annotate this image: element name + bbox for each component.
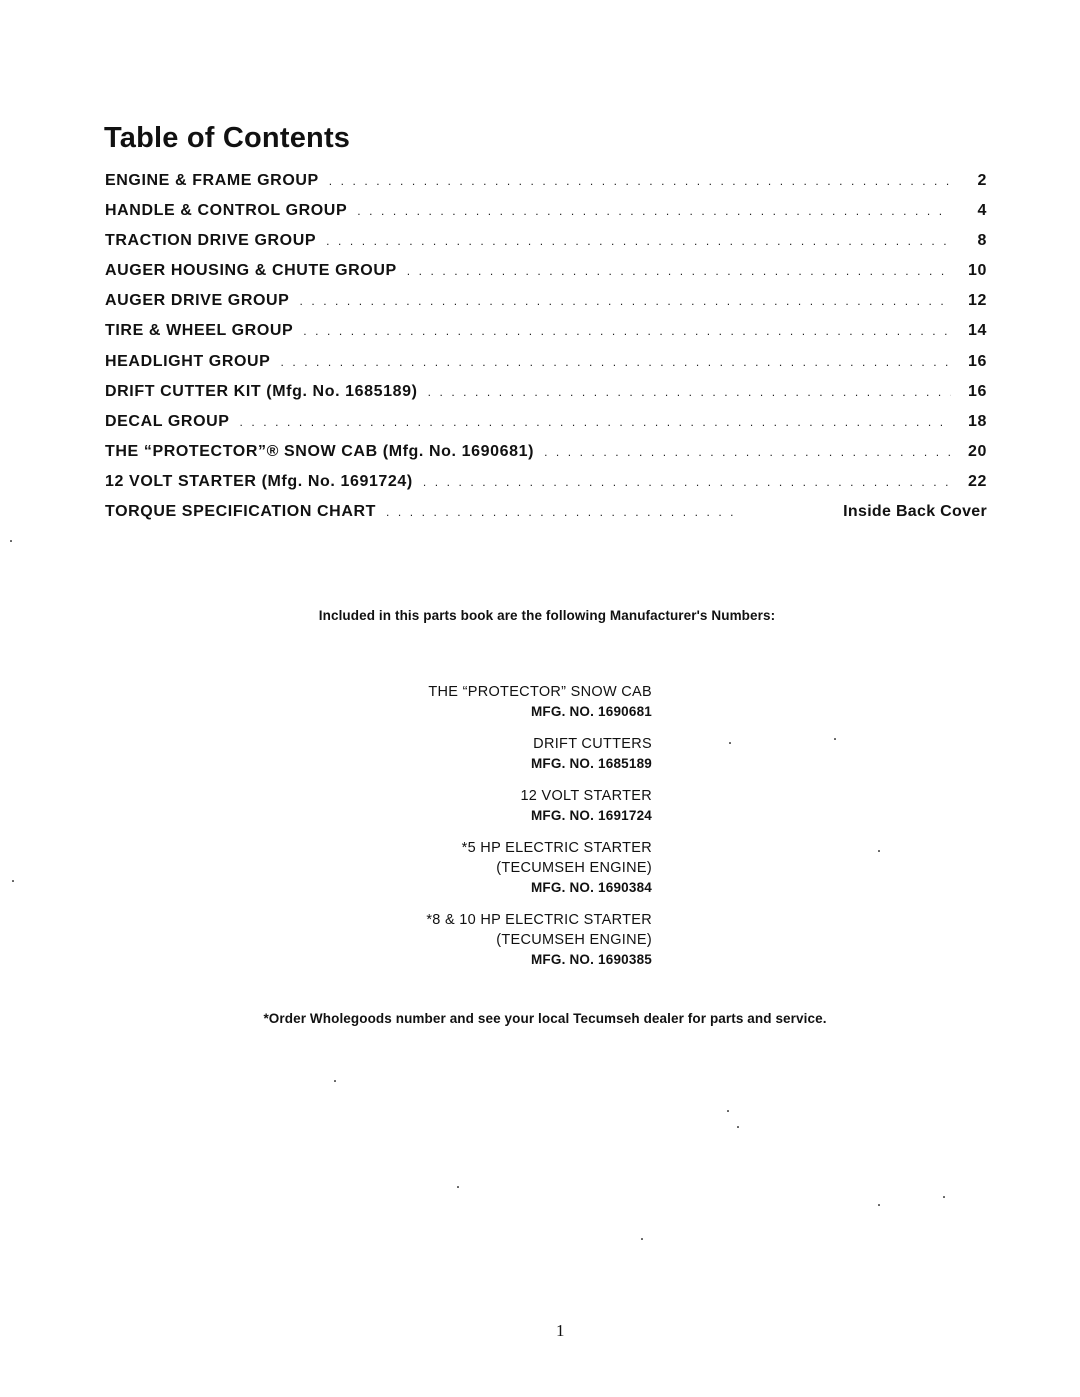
- mfg-number: MFG. NO. 1690681: [530, 704, 652, 719]
- dot-leader: [386, 505, 741, 519]
- mfg-description: THE “PROTECTOR” SNOW CAB: [428, 684, 652, 700]
- scan-speck: [334, 1080, 336, 1082]
- scan-speck: [834, 738, 836, 740]
- toc-entry-page: 4: [977, 202, 987, 220]
- dot-leader: [280, 355, 951, 369]
- toc-entry-page: 18: [968, 412, 987, 430]
- toc-entry-page: Inside Back Cover: [843, 503, 987, 521]
- scan-speck: [943, 1196, 945, 1198]
- toc-entry-page: 2: [977, 172, 987, 189]
- dot-leader: [329, 174, 951, 188]
- dot-leader: [240, 415, 951, 429]
- page-title: Table of Contents: [104, 122, 351, 154]
- toc-entry-title: AUGER DRIVE GROUP: [105, 292, 290, 310]
- toc-entry-title: ENGINE & FRAME GROUP: [105, 172, 319, 189]
- dot-leader: [357, 204, 951, 218]
- scan-speck: [878, 1204, 880, 1206]
- mfg-block-12-volt-starter: [300, 786, 652, 826]
- scan-speck: [878, 850, 880, 852]
- toc-entry-page: 16: [968, 382, 987, 400]
- toc-entry-title: TRACTION DRIVE GROUP: [105, 232, 317, 250]
- scan-speck: [10, 540, 12, 542]
- toc-entry-title: THE “PROTECTOR”® SNOW CAB (Mfg. No. 1690681): [105, 442, 535, 460]
- scan-speck: [12, 880, 14, 882]
- toc-entry-page: 8: [977, 232, 987, 250]
- mfg-description: (TECUMSEH ENGINE): [496, 932, 652, 948]
- dot-leader: [423, 475, 951, 489]
- mfg-block-protector-snow-cab: [300, 682, 652, 722]
- mfg-block-5hp-electric-starter: [300, 838, 652, 898]
- mfg-description: DRIFT CUTTERS: [533, 736, 652, 752]
- toc-entry-decal-group: [105, 413, 987, 443]
- scan-speck: [641, 1238, 643, 1240]
- toc-entry-protector-snow-cab: [105, 443, 987, 473]
- toc-entry-title: HANDLE & CONTROL GROUP: [105, 202, 348, 220]
- toc-entry-title: DRIFT CUTTER KIT (Mfg. No. 1685189): [105, 382, 418, 400]
- toc-entry-title: TORQUE SPECIFICATION CHART: [105, 503, 377, 521]
- mfg-number: MFG. NO. 1685189: [530, 756, 652, 771]
- toc-entry-title: AUGER HOUSING & CHUTE GROUP: [105, 262, 397, 280]
- dot-leader: [303, 324, 951, 338]
- toc-entry-headlight-group: [105, 353, 987, 383]
- dot-leader: [407, 264, 951, 278]
- mfg-block-8-10hp-electric-starter: [300, 910, 652, 970]
- toc-entry-drift-cutter-kit: [105, 383, 987, 413]
- toc-entry-12-volt-starter: [105, 473, 987, 503]
- included-note: Included in this parts book are the following Manufacturer's Numbers:: [318, 608, 776, 623]
- toc-entry-traction-drive-group: [105, 232, 987, 262]
- page-number: 1: [556, 1321, 565, 1340]
- toc-entry-page: 10: [968, 262, 987, 280]
- scan-speck: [737, 1126, 739, 1128]
- toc-entry-title: 12 VOLT STARTER (Mfg. No. 1691724): [105, 472, 413, 490]
- toc-entry-auger-housing-chute-group: [105, 262, 987, 292]
- toc-entry-title: TIRE & WHEEL GROUP: [105, 322, 294, 340]
- scan-speck: [729, 742, 731, 744]
- toc-entry-tire-wheel-group: [105, 322, 987, 352]
- scan-speck: [457, 1186, 459, 1188]
- scan-speck: [727, 1110, 729, 1112]
- dot-leader: [326, 234, 951, 248]
- mfg-description: 12 VOLT STARTER: [520, 788, 652, 804]
- toc-entry-handle-control-group: [105, 202, 987, 232]
- toc-entry-page: 14: [968, 322, 987, 340]
- order-note: *Order Wholegoods number and see your local Tecumseh dealer for parts and service.: [263, 1011, 827, 1026]
- mfg-description: *8 & 10 HP ELECTRIC STARTER: [426, 912, 652, 928]
- toc-entry-page: 12: [968, 292, 987, 310]
- toc-entry-auger-drive-group: [105, 292, 987, 322]
- table-of-contents: [105, 172, 987, 533]
- dot-leader: [544, 445, 951, 459]
- mfg-number: MFG. NO. 1691724: [530, 808, 652, 823]
- toc-entry-page: 20: [968, 442, 987, 460]
- dot-leader: [428, 385, 951, 399]
- mfg-block-drift-cutters: [300, 734, 652, 774]
- manufacturer-numbers-list: [300, 682, 652, 982]
- toc-entry-title: HEADLIGHT GROUP: [105, 352, 271, 370]
- toc-entry-title: DECAL GROUP: [105, 412, 230, 430]
- dot-leader: [299, 294, 951, 308]
- mfg-description: *5 HP ELECTRIC STARTER: [461, 840, 652, 856]
- mfg-description: (TECUMSEH ENGINE): [496, 860, 652, 876]
- toc-entry-engine-frame-group: [105, 172, 987, 202]
- mfg-number: MFG. NO. 1690385: [530, 952, 652, 967]
- toc-entry-torque-specification-chart: [105, 503, 987, 533]
- mfg-number: MFG. NO. 1690384: [530, 880, 652, 895]
- toc-entry-page: 16: [968, 352, 987, 370]
- toc-entry-page: 22: [968, 472, 987, 490]
